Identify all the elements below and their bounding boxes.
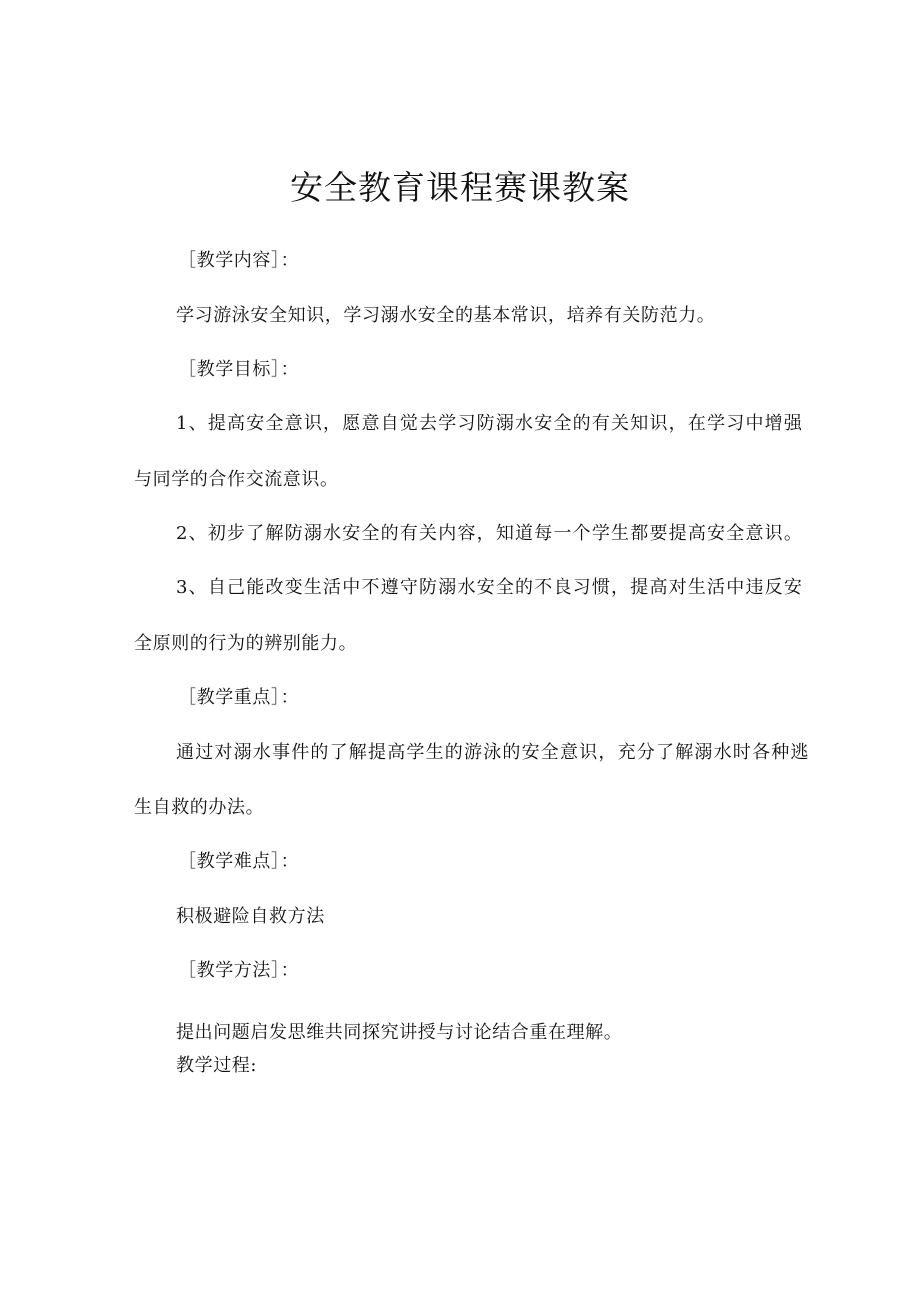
- content-heading: ［教学内容］：: [178, 250, 300, 271]
- key-points-heading: ［教学重点］：: [178, 687, 300, 708]
- key-points-line-1: 通过对溺水事件的了解提高学生的游泳的安全意识，充分了解溺水时各种逃: [176, 742, 810, 763]
- goal-3-line-2: 全原则的行为的辨别能力。: [134, 633, 358, 654]
- difficulties-text: 积极避险自救方法: [176, 906, 325, 927]
- methods-text: 提出问题启发思维共同探究讲授与讨论结合重在理解。: [176, 1022, 623, 1043]
- methods-heading: ［教学方法］：: [178, 960, 300, 981]
- goal-2: 2、初步了解防溺水安全的有关内容，知道每一个学生都要提高安全意识。: [176, 523, 804, 544]
- key-points-line-2: 生自救的办法。: [134, 797, 265, 818]
- goal-1-line-1: 1、提高安全意识，愿意自觉去学习防溺水安全的有关知识，在学习中增强: [176, 413, 804, 434]
- document-title: 安全教育课程赛课教案: [290, 168, 630, 207]
- process-heading: 教学过程:: [176, 1055, 258, 1076]
- goal-1-line-2: 与同学的合作交流意识。: [134, 469, 339, 490]
- content-text: 学习游泳安全知识，学习溺水安全的基本常识，培养有关防范力。: [176, 305, 716, 326]
- difficulties-heading: ［教学难点］：: [178, 851, 300, 872]
- goal-3-line-1: 3、自己能改变生活中不遵守防溺水安全的不良习惯，提高对生活中违反安: [176, 577, 804, 598]
- goals-heading: ［教学目标］：: [178, 359, 300, 380]
